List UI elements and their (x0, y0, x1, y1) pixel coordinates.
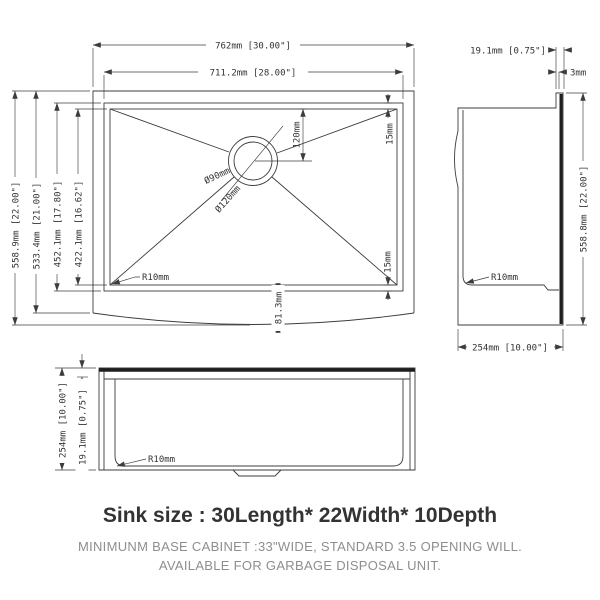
dim-lip (549, 69, 586, 90)
dim-text: 3mm (570, 68, 587, 79)
svg-text:Ø90mm: Ø90mm (203, 166, 232, 187)
dim-edge-bottom (383, 251, 394, 300)
label-corner-radius (112, 273, 169, 284)
front-view (55, 354, 415, 476)
dim-text: 254mm [10.00"] (58, 382, 69, 458)
disposal-note: AVAILABLE FOR GARBAGE DISPOSAL UNIT. (158, 558, 442, 573)
side-view (455, 47, 590, 354)
dim-drain-offset (255, 109, 312, 161)
svg-text:R10mm: R10mm (491, 273, 519, 283)
dim-text: 15mm (383, 251, 394, 273)
dim-rim-width (76, 354, 89, 475)
outer-outline (455, 93, 564, 325)
dim-text: 452.1mm [17.80"] (53, 180, 64, 268)
svg-text:Ø120mm: Ø120mm (213, 184, 243, 216)
dim-inner-width (104, 65, 403, 99)
rim-rect (104, 103, 403, 291)
dim-text: 15mm (385, 123, 396, 145)
bowl-outline (115, 379, 403, 466)
dim-rim-width (470, 47, 572, 90)
dim-bowl-depth (72, 109, 108, 285)
drain-boss (233, 470, 281, 476)
outer-outline (99, 368, 415, 470)
cabinet-note: MINIMUNM BASE CABINET :33"WIDE, STANDARD 3.5 OPENING WILL. (77, 539, 523, 554)
dim-depth (458, 329, 563, 354)
sink-size-title: Sink size : 30Length* 22Width* 10Depth (102, 504, 498, 527)
dim-text: 254mm [10.00"] (472, 343, 548, 354)
dim-text: 19.1mm [0.75"] (470, 46, 546, 57)
svg-text:R10mm: R10mm (142, 273, 170, 283)
dim-text: 422.1mm [16.62"] (74, 180, 85, 268)
label-drain-inner (203, 165, 232, 186)
dim-text: 558.8mm [22.00"] (579, 165, 590, 253)
svg-text:R10mm: R10mm (148, 455, 176, 465)
dim-text: 558.9mm [22.00"] (11, 181, 22, 269)
dim-text: 19.1mm [0.75"] (78, 389, 89, 465)
bowl-profile (463, 110, 559, 290)
dim-text: 120mm (292, 121, 303, 149)
dim-overall-width (93, 38, 414, 87)
footer (78, 504, 522, 573)
label-corner-radius (466, 273, 518, 283)
dim-text: 711.2mm [28.00"] (209, 68, 297, 79)
dim-edge-top (383, 94, 396, 145)
apron-curve (93, 313, 414, 325)
bowl-slope-lines (110, 109, 397, 285)
bowl-rect (110, 109, 397, 285)
dim-apron-depth (272, 283, 285, 333)
dim-text: 762mm [30.00"] (215, 41, 291, 52)
top-view (9, 38, 415, 333)
label-drain-outer (213, 183, 243, 215)
label-corner-radius (117, 455, 175, 466)
dim-text: 533.4mm [21.00"] (32, 182, 43, 270)
dim-text: 81.3mm (274, 291, 285, 325)
dim-overall (566, 93, 590, 325)
